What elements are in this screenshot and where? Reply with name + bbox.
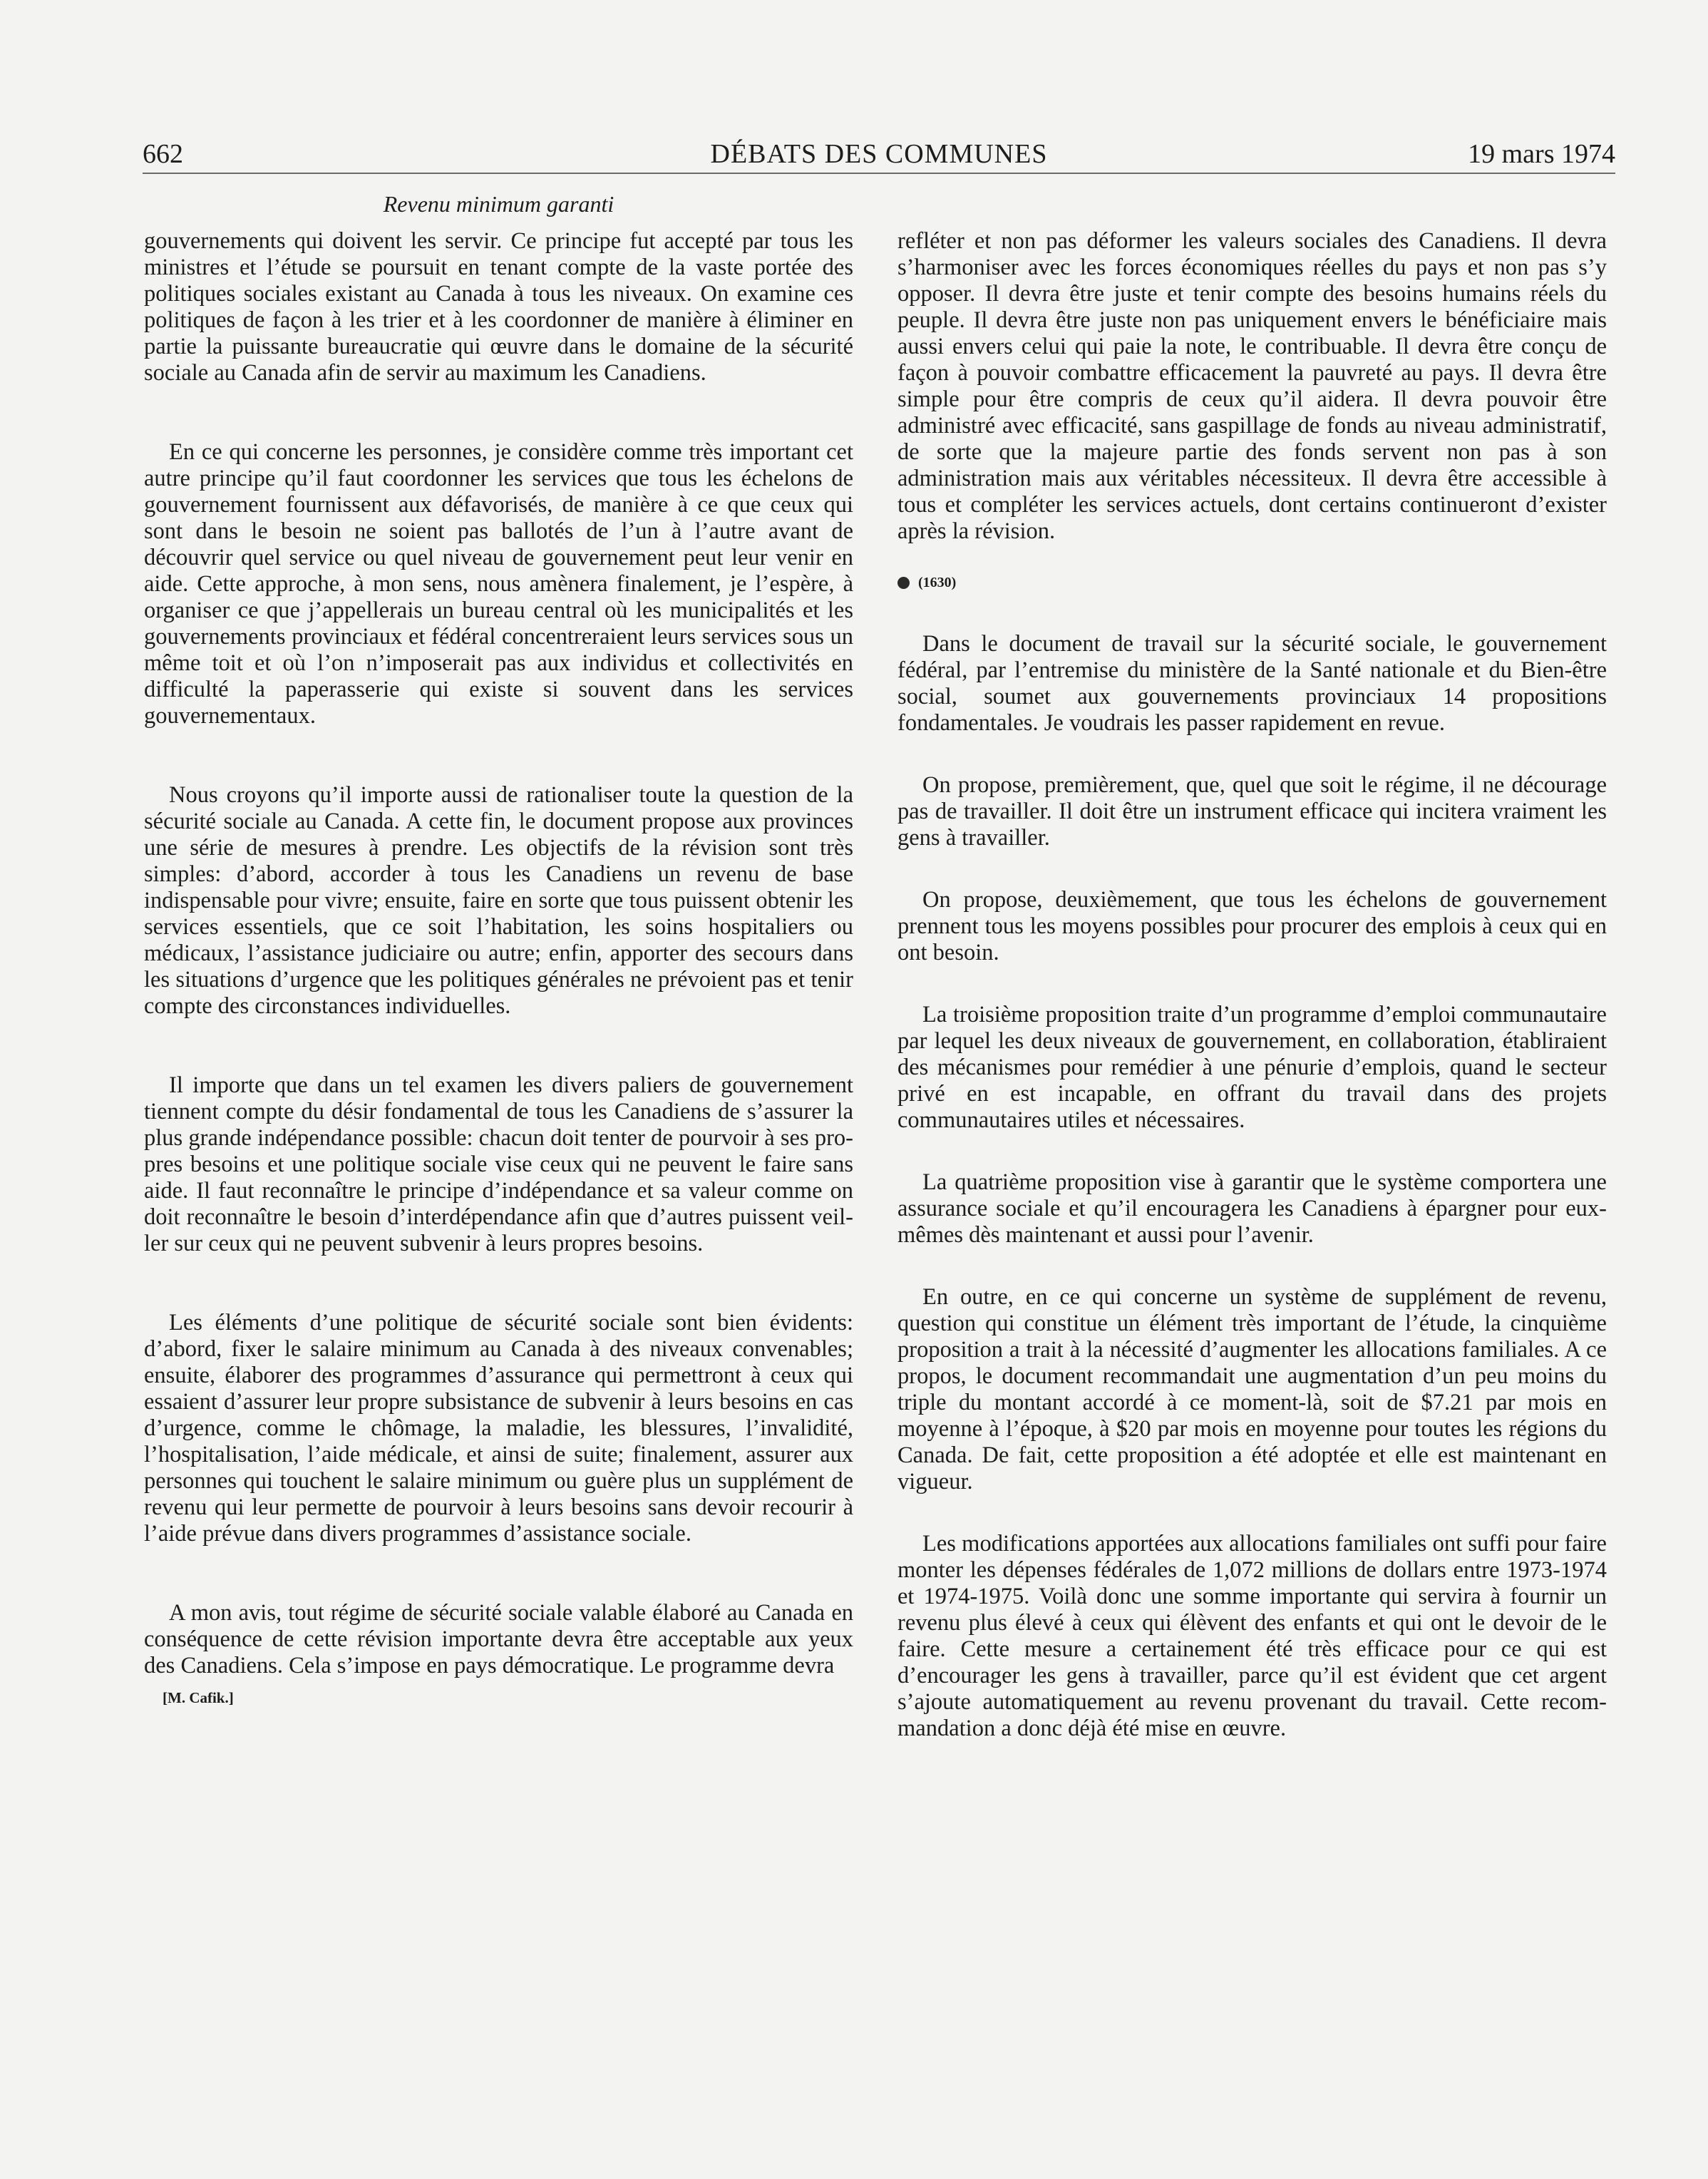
paragraph: Dans le document de travail sur la sécurité sociale, le gouvernement fédéral, par l’entremise du ministère de la Santé nationale et du Bien-être social, soumet aux gouvernements provinciaux 14 propositions fondamentales. Je voudrais les passer rapidement en revue. xyxy=(897,631,1607,736)
right-column xyxy=(897,228,1607,1742)
paragraph: A mon avis, tout régime de sécurité sociale valable élaboré au Canada en conséquence de cette révision importante devra être acceptable aux yeux des Canadiens. Cela s’impose en pays démocratique. Le programme devra xyxy=(144,1600,853,1678)
time-marker-label: (1630) xyxy=(918,575,957,590)
left-column xyxy=(144,191,853,1708)
section-title: Revenu minimum garanti xyxy=(383,191,614,217)
paragraph: gouvernements qui doivent les servir. Ce principe fut accepté par tous les ministres et l’étude se poursuit en tenant compte de la vaste portée des politiques sociales existant au Canada à tous les niveaux. On examine ces politiques de façon à les trier et à les coordonner de manière à éliminer en partie la puissante bureaucratie qui œuvre dans le domaine de la sécurité sociale au Canada afin de servir au maximum les Canadiens. xyxy=(144,228,853,386)
page-number: 662 xyxy=(143,139,183,169)
page-header xyxy=(143,135,1615,174)
time-marker xyxy=(897,572,1607,593)
paragraph: En outre, en ce qui concerne un système de supplément de revenu, question qui constitue un élément très important de l’étude, la cinquième proposition a trait à la nécessité d’augmenter les allocations familiales. A ce propos, le document recommandait une augmentation d’un peu moins du triple du montant accordé à ce moment-là, soit de $7.21 par mois en moyenne à l’époque, à $20 par mois en moyenne pour toutes les régions du Canada. De fait, cette proposition a été adoptée et elle est maintenant en vigueur. xyxy=(897,1284,1607,1494)
paragraph: Il importe que dans un tel examen les divers paliers de gouvernement tiennent compte du désir fondamental de tous les Canadiens de s’assurer la plus grande indépendance possible: chacun doit tenter de pourvoir à ses propres besoins et une politique sociale vise ceux qui ne peuvent le faire sans aide. Il faut reconnaître le principe d’indépendance et sa valeur comme on doit reconnaître le besoin d’interdépendance afin que d’autres puissent veiller sur ceux qui ne peuvent subvenir à leurs propres besoins. xyxy=(144,1072,853,1256)
paragraph: La quatrième proposition vise à garantir que le système comportera une assurance sociale et qu’il encouragera les Canadiens à épargner pour eux-mêmes dès maintenant et aussi pour l’avenir. xyxy=(897,1169,1607,1248)
paragraph: On propose, deuxièmement, que tous les échelons de gouvernement prennent tous les moyens possibles pour procurer des emplois à ceux qui en ont besoin. xyxy=(897,887,1607,965)
journal-title: DÉBATS DES COMMUNES xyxy=(710,139,1048,169)
paragraph: Les éléments d’une politique de sécurité sociale sont bien évidents: d’abord, fixer le salaire minimum au Canada à des niveaux convenables; ensuite, élaborer des programmes d’assurance qui permettront à ceux qui essaient d’assurer leur propre subsistance de subvenir à leurs besoins en cas d’urgence, comme le chômage, la maladie, les blessures, l’invalidité, l’hospitalisation, l’aide médicale, et ainsi de suite; finalement, assurer aux personnes qui touchent le salaire minimum ou guère plus un supplément de revenu qui leur permette de pourvoir à leurs besoins sans devoir recourir à l’aide prévue dans divers programmes d’assistance sociale. xyxy=(144,1310,853,1547)
paragraph: refléter et non pas déformer les valeurs sociales des Canadiens. Il devra s’harmoniser avec les forces économiques réelles du pays et non pas s’y opposer. Il devra être juste et tenir compte des besoins humains réels du peuple. Il devra être juste non pas uniquement envers le bénéficiaire mais aussi envers celui qui paie la note, le contribuable. Il devra être conçu de façon à pouvoir combattre efficacement la pauvreté au pays. Il devra être simple pour être compris de ceux qu’il aidera. Il devra pouvoir être administré avec efficacité, sans gaspillage de fonds au niveau administratif, de sorte que la majeure partie des fonds servent non pas à son administration mais aux véritables nécessiteux. Il devra être accessible à tous et compléter les services actuels, dont certains continueront d’exister après la révision. xyxy=(897,228,1607,544)
paragraph: Les modifications apportées aux allocations familiales ont suffi pour faire monter les dépenses fédérales de 1,072 millions de dollars entre 1973-1974 et 1974-1975. Voilà donc une somme importante qui servira à fournir un revenu plus élevé à ceux qui élèvent des enfants et qui ont le devoir de le faire. Cette mesure a certainement été très efficace pour ce qui est d’encourager les gens à travailler, parce qu’il est évident que cet argent s’ajoute automatiquement au revenu provenant du travail. Cette recommandation a donc déjà été mise en œuvre. xyxy=(897,1531,1607,1741)
paragraph: Nous croyons qu’il importe aussi de rationaliser toute la question de la sécurité sociale au Canada. A cette fin, le document propose aux provinces une série de mesures à prendre. Les objectifs de la révision sont très simples: d’abord, accorder à tous les Canadiens un revenu de base indispensable pour vivre; ensuite, faire en sorte que tous puissent obtenir les services essentiels, que ce soit l’habitation, les soins hospitaliers ou médicaux, l’assistance judiciaire ou autre; enfin, apporter des secours dans les situations d’urgence que les politiques générales ne prévoient pas et tenir compte des circonstances individuelles. xyxy=(144,782,853,1019)
speaker-tag: [M. Cafik.] xyxy=(163,1689,234,1706)
issue-date: 19 mars 1974 xyxy=(1468,139,1615,169)
bullet-icon xyxy=(897,577,910,589)
paragraph: On propose, premièrement, que, quel que soit le régime, il ne décourage pas de travailler. Il doit être un instrument efficace qui incitera vraiment les gens à travailler. xyxy=(897,772,1607,851)
paragraph: En ce qui concerne les personnes, je considère comme très important cet autre principe qu’il faut coordonner les services que tous les échelons de gouvernement fournissent aux défavorisés, de manière à ce que ceux qui sont dans le besoin ne soient pas ballotés de l’un à l’autre avant de découvrir quel service ou quel niveau de gouvernement peut leur venir en aide. Cette approche, à mon sens, nous amènera finalement, je l’espère, à organiser ce que j’appellerais un bureau central où les municipalités et les gouvernements provinciaux et fédéral concentreraient leurs services sous un même toit et où l’on n’imposerait pas aux individus et collectivités en difficulté la paperasserie qui existe si souvent dans les services gouvernementaux. xyxy=(144,439,853,729)
paragraph: La troisième proposition traite d’un programme d’emploi communautaire par lequel les deux niveaux de gouvernement, en collaboration, établiraient des mécanismes pour remédier à une pénurie d’emplois, quand le secteur privé en est incapable, en offrant du travail dans des projets communautaires utiles et nécessaires. xyxy=(897,1002,1607,1133)
